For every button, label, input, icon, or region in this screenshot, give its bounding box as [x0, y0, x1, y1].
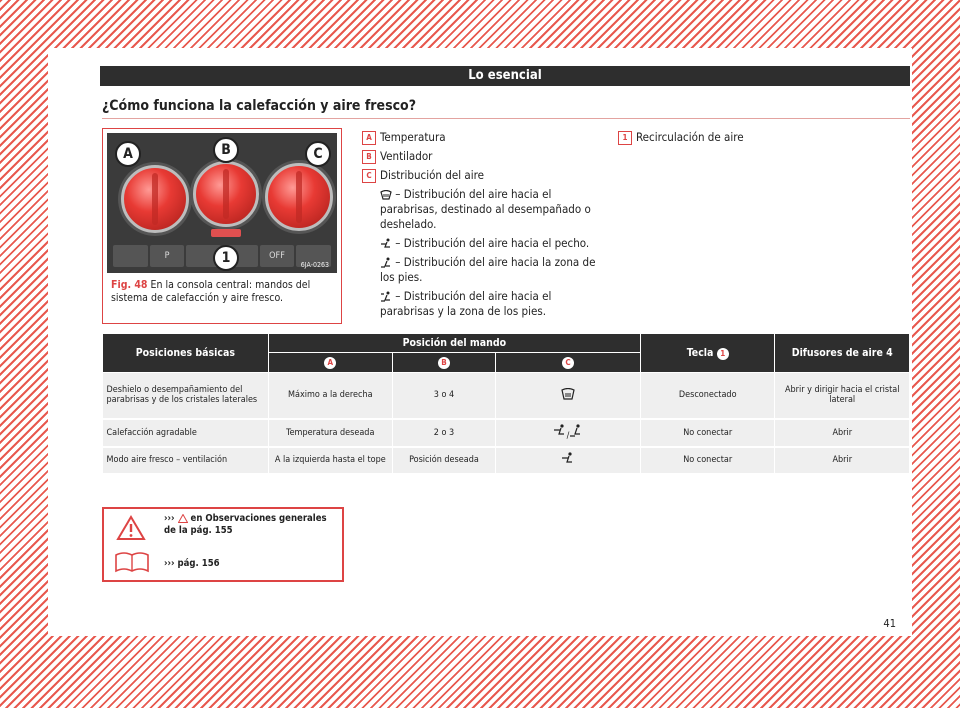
callout-1: 1 — [213, 245, 239, 271]
marker-a: A — [362, 131, 376, 145]
header-vents: Difusores de aire 4 — [775, 334, 910, 373]
cell-a: A la izquierda hasta el tope — [268, 447, 392, 474]
cell-vents: Abrir — [775, 447, 910, 474]
windshield-icon — [380, 190, 392, 200]
legend-c — [362, 168, 607, 183]
header-key — [640, 334, 775, 373]
figure-caption — [111, 279, 333, 305]
figure-48 — [102, 128, 342, 324]
legend-abc — [362, 130, 607, 323]
cell-c — [496, 373, 641, 419]
header-b-marker: B — [438, 357, 450, 369]
header-key-ref: 1 — [717, 348, 729, 360]
callout-b: B — [213, 137, 239, 163]
header-a — [268, 353, 392, 373]
cell-key: No conectar — [640, 447, 775, 474]
legend-c-item-text: – Distribución del aire hacia el parabrisas, destinado al desempañado o deshelado. — [380, 187, 591, 231]
legend-c-item-windshield-feet — [362, 289, 607, 319]
title-divider — [102, 118, 910, 119]
book-prefix: ››› — [164, 558, 175, 569]
windshield-icon — [561, 388, 575, 400]
cell-b: Posición deseada — [392, 447, 495, 474]
book-text: pág. 156 — [177, 558, 220, 569]
book-icon — [114, 551, 150, 573]
chest-icon — [553, 424, 567, 438]
cell-key: No conectar — [640, 419, 775, 447]
cell-b: 3 o 4 — [392, 373, 495, 419]
cell-basic: Deshielo o desempañamiento del parabrisas y de los cristales laterales — [103, 373, 269, 419]
header-control: Posición del mando — [268, 334, 640, 353]
header-c — [496, 353, 641, 373]
cell-a: Temperatura deseada — [268, 419, 392, 447]
section-header: Lo esencial — [100, 66, 910, 86]
cell-key: Desconectado — [640, 373, 775, 419]
legend-1 — [618, 130, 878, 149]
marker-c: C — [362, 169, 376, 183]
start-stop-off-button: OFF — [260, 245, 295, 267]
feet-icon — [569, 424, 583, 438]
cell-basic: Calefacción agradable — [103, 419, 269, 447]
warning-text: en Observaciones generales de la pág. 155 — [164, 513, 327, 536]
legend-c-item-text: – Distribución del aire hacia el parabrisas y la zona de los pies. — [380, 289, 552, 318]
legend-c-item-text: – Distribución del aire hacia la zona de los pies. — [380, 255, 596, 284]
distribution-knob — [265, 163, 333, 231]
legend-c-item-chest — [362, 236, 607, 251]
legend-c-text: Distribución del aire — [380, 168, 484, 182]
temperature-knob — [121, 165, 189, 233]
header-key-label: Tecla — [686, 346, 714, 359]
book-reference[interactable] — [164, 558, 220, 569]
cell-vents: Abrir — [775, 419, 910, 447]
table-row — [103, 447, 910, 474]
chest-icon — [380, 238, 392, 250]
figure-label: Fig. 48 — [111, 279, 148, 291]
cell-a: Máximo a la derecha — [268, 373, 392, 419]
header-a-marker: A — [324, 357, 336, 369]
chest-icon — [561, 452, 575, 466]
small-warning-icon — [178, 514, 188, 523]
legend-a-text: Temperatura — [380, 130, 446, 144]
callout-a: A — [115, 141, 141, 167]
header-basic: Posiciones básicas — [103, 334, 269, 373]
legend-b — [362, 149, 607, 164]
legend-one-text: Recirculación de aire — [636, 130, 744, 144]
park-assist-button: P — [150, 245, 185, 267]
feet-icon — [380, 257, 392, 269]
figure-code: 6JA-0263 — [300, 261, 329, 269]
cell-c: / — [496, 419, 641, 447]
seat-heat-left-button — [113, 245, 148, 267]
cell-b: 2 o 3 — [392, 419, 495, 447]
warning-reference[interactable] — [164, 513, 339, 537]
header-c-marker: C — [562, 357, 574, 369]
warning-prefix: ››› — [164, 513, 175, 524]
fan-knob — [193, 161, 259, 227]
warning-icon — [116, 515, 146, 541]
control-panel-image — [107, 133, 337, 273]
page-title: ¿Cómo funciona la calefacción y aire fresco? — [102, 98, 416, 114]
marker-1: 1 — [618, 131, 632, 145]
page-number: 41 — [883, 617, 896, 630]
legend-a — [362, 130, 607, 145]
legend-c-item-text: – Distribución del aire hacia el pecho. — [395, 236, 590, 250]
table-row — [103, 419, 910, 447]
table-row — [103, 373, 910, 419]
caption-text: En la consola central: mandos del sistema de calefacción y aire fresco. — [111, 279, 311, 304]
marker-b: B — [362, 150, 376, 164]
legend-one — [618, 130, 878, 145]
page — [48, 48, 912, 636]
header-b — [392, 353, 495, 373]
cell-vents: Abrir y dirigir hacia el cristal lateral — [775, 373, 910, 419]
legend-b-text: Ventilador — [380, 149, 433, 163]
legend-c-item-feet — [362, 255, 607, 285]
recirculation-button — [211, 229, 241, 237]
legend-c-item-windshield — [362, 187, 607, 232]
notes-box — [102, 507, 344, 582]
callout-c: C — [305, 141, 331, 167]
settings-table — [102, 333, 910, 475]
cell-c — [496, 447, 641, 474]
cell-basic: Modo aire fresco – ventilación — [103, 447, 269, 474]
windshield-feet-icon — [380, 291, 392, 303]
